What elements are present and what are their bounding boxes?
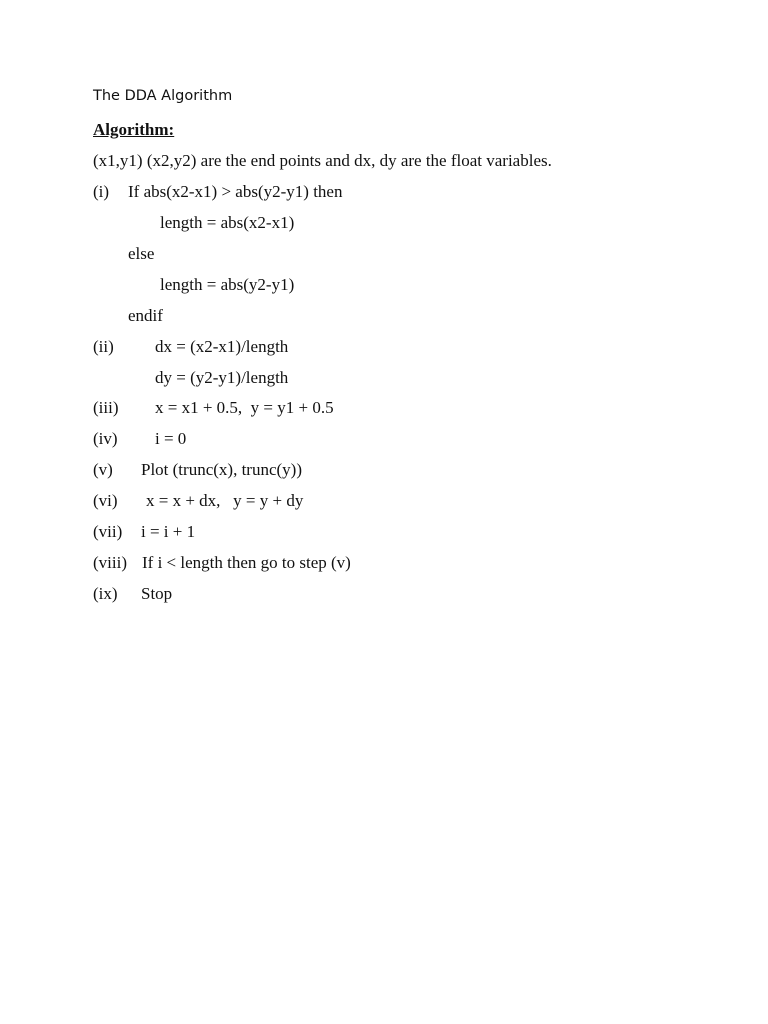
step-line: else: [128, 244, 155, 263]
step-line: Plot (trunc(x), trunc(y)): [141, 460, 302, 479]
step-number: (iv): [93, 429, 118, 448]
step-line: x = x1 + 0.5, y = y1 + 0.5: [155, 398, 334, 417]
step-line: i = i + 1: [141, 522, 196, 541]
step-number: (ix): [93, 584, 118, 603]
step-number: (vi): [93, 491, 118, 510]
document-title: The DDA Algorithm: [93, 88, 233, 104]
algorithm-heading: Algorithm:: [93, 120, 175, 139]
step-number: (ii): [93, 337, 114, 356]
step-line: endif: [128, 306, 163, 325]
step-line: Stop: [141, 584, 173, 603]
intro-text: (x1,y1) (x2,y2) are the end points and dx, dy are the float variables.: [93, 151, 552, 170]
step-number: (vii): [93, 522, 123, 541]
step-number: (iii): [93, 398, 119, 417]
step-line: x = x + dx, y = y + dy: [146, 491, 304, 510]
step-line: If abs(x2-x1) > abs(y2-y1) then: [128, 182, 343, 201]
step-line: i = 0: [155, 429, 187, 448]
step-number: (v): [93, 460, 113, 479]
step-line: If i < length then go to step (v): [142, 553, 351, 572]
step-line: dx = (x2-x1)/length: [155, 337, 289, 356]
step-line: dy = (y2-y1)/length: [155, 368, 289, 387]
step-line: length = abs(y2-y1): [160, 275, 295, 294]
step-line: length = abs(x2-x1): [160, 213, 295, 232]
step-number: (i): [93, 182, 110, 201]
step-number: (viii): [93, 553, 127, 572]
